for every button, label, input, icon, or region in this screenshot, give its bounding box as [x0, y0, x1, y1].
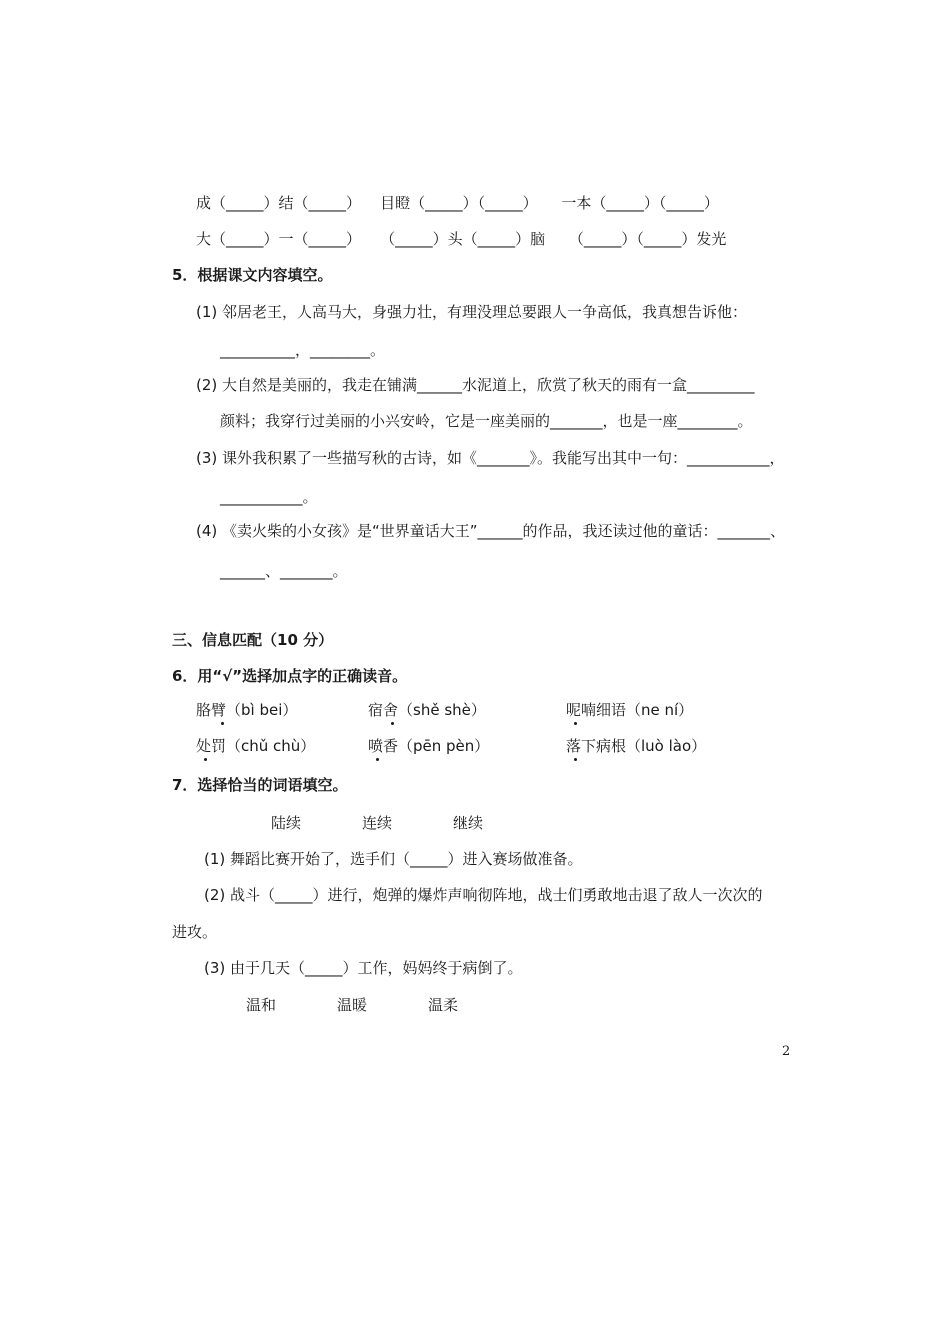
emphasis-dot	[391, 722, 394, 725]
idiom-row-2: 大（_____）一（_____） （_____）头（_____）脑 （_____）（_____）发光	[196, 230, 727, 248]
pinyin-item-2: 宿舍（shě shè）	[368, 701, 486, 719]
q7-2-cont: 进攻。	[172, 923, 218, 941]
emphasis-dot	[574, 758, 577, 761]
q5-title: 5．根据课文内容填空。	[172, 266, 333, 284]
q7-2: (2) 战斗（_____）进行，炮弹的爆炸声响彻阵地，战士们勇敢地击退了敌人一次次的	[204, 886, 763, 904]
q7-1: (1) 舞蹈比赛开始了，选手们（_____）进入赛场做准备。	[204, 850, 583, 868]
word-option: 陆续	[271, 814, 302, 832]
pinyin-item-5: 喷香（pēn pèn）	[368, 737, 490, 755]
word-option: 温和	[246, 996, 277, 1014]
page-number: 2	[782, 1044, 791, 1059]
pinyin-item-3: 呢喃细语（ne ní）	[566, 701, 694, 719]
q6-title: 6．用“√”选择加点字的正确读音。	[172, 667, 408, 685]
pinyin-item-4: 处罚（chǔ chù）	[196, 737, 316, 755]
pinyin-item-1: 胳臂（bì bei）	[196, 701, 298, 719]
emphasis-dot	[574, 722, 577, 725]
q5-4: (4) 《卖火柴的小女孩》是“世界童话大王”______的作品，我还读过他的童话：_______、	[196, 522, 786, 540]
word-option: 连续	[362, 814, 393, 832]
q5-1-blanks: __________，________。	[220, 341, 386, 359]
word-option: 温暖	[337, 996, 368, 1014]
section-3-title: 三、信息匹配（10 分）	[172, 631, 334, 649]
word-option: 温柔	[428, 996, 459, 1014]
word-option: 继续	[453, 814, 484, 832]
emphasis-dot	[204, 758, 207, 761]
emphasis-dot	[221, 722, 224, 725]
q5-4-blanks: ______、_______。	[220, 562, 348, 580]
q5-1: (1) 邻居老王，人高马大，身强力壮，有理没理总要跟人一争高低，我真想告诉他：	[196, 303, 748, 321]
pinyin-item-6: 落下病根（luò lào）	[566, 737, 707, 755]
q5-2: (2) 大自然是美丽的，我走在铺满______水泥道上，欣赏了秋天的雨有一盒_________	[196, 376, 755, 394]
q7-title: 7．选择恰当的词语填空。	[172, 776, 348, 794]
q7-3: (3) 由于几天（_____）工作，妈妈终于病倒了。	[204, 959, 523, 977]
emphasis-dot	[376, 758, 379, 761]
q5-3: (3) 课外我积累了一些描写秋的古诗，如《_______》。我能写出其中一句：___________，	[196, 449, 785, 467]
q5-3-blank: ___________。	[220, 488, 318, 506]
idiom-row-1: 成（_____）结（_____） 目瞪（_____）（_____） 一本（_____）（_____）	[196, 194, 719, 212]
q5-2-cont: 颜料；我穿行过美丽的小兴安岭，它是一座美丽的_______，也是一座________。	[220, 412, 753, 430]
